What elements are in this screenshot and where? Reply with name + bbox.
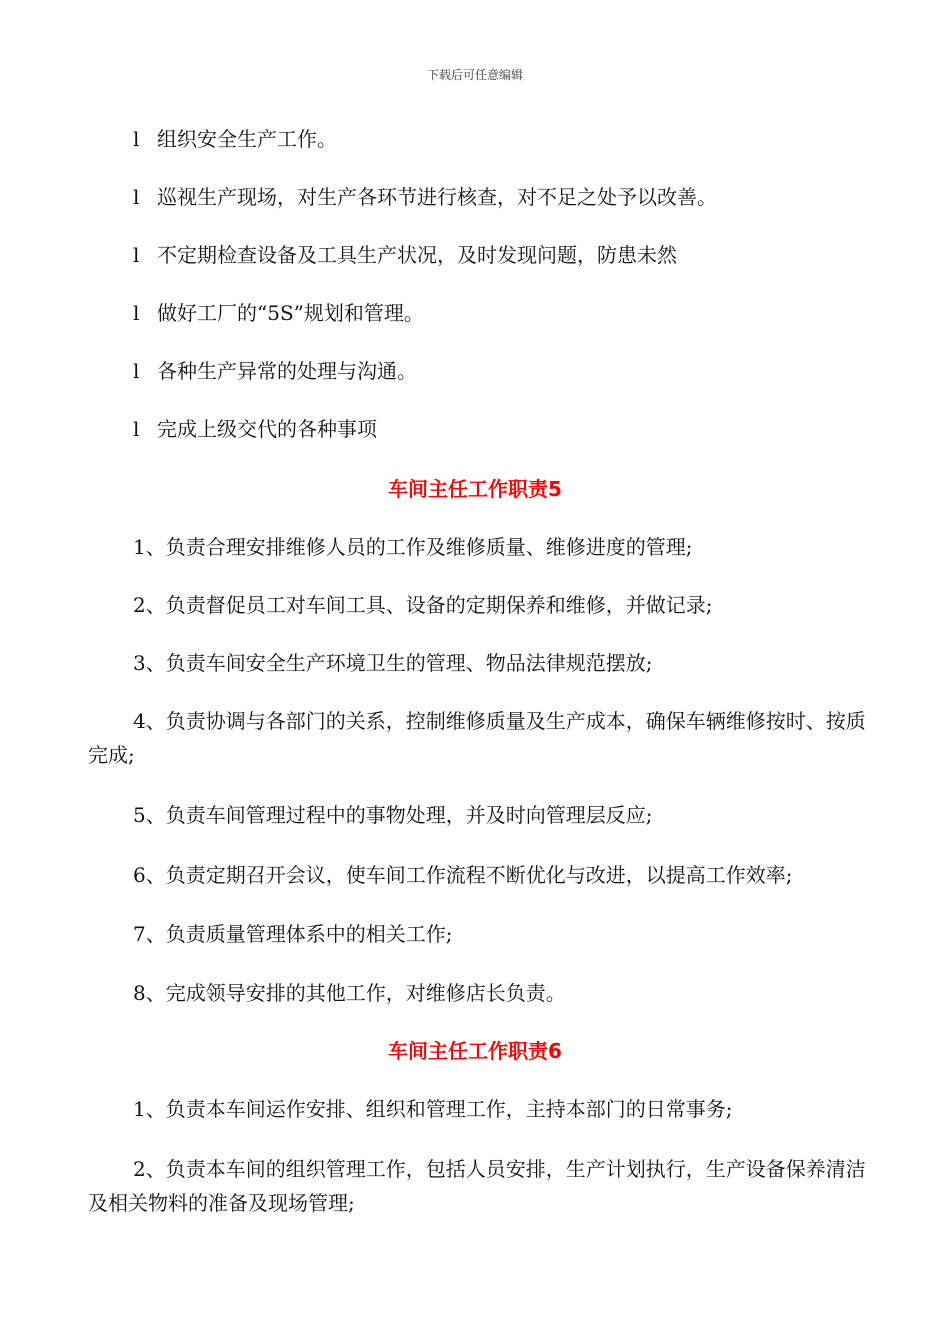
bullet-mark: l [133,359,140,383]
bullet-item [133,416,923,442]
duty-item: 3、负责车间安全生产环境卫生的管理、物品法律规范摆放; [133,651,653,675]
duty-item: 2、负责本车间的组织管理工作，包括人员安排，生产计划执行，生产设备保养清洁及相关物料的准备及现场管理; [88,1157,866,1215]
bullet-text: 各种生产异常的处理与沟通。 [157,359,417,383]
bullet-mark: l [133,185,140,209]
bullet-item [133,358,923,384]
duty-item: 4、负责协调与各部门的关系，控制维修质量及生产成本，确保车辆维修按时、按质完成; [88,709,866,767]
bullet-item [133,126,923,152]
bullet-mark: l [133,417,140,441]
bullet-item [133,300,923,326]
bullet-text: 完成上级交代的各种事项 [157,417,377,441]
bullet-mark: l [133,127,140,151]
duty-item: 7、负责质量管理体系中的相关工作; [133,922,453,946]
bullet-text: 不定期检查设备及工具生产状况，及时发现问题，防患未然 [157,243,677,267]
bullet-item [133,184,923,210]
section-heading-5: 车间主任工作职责5 [388,477,562,501]
duty-item: 8、完成领导安排的其他工作，对维修店长负责。 [133,981,566,1005]
duty-item: 1、负责合理安排维修人员的工作及维修质量、维修进度的管理; [133,535,693,559]
bullet-mark: l [133,301,140,325]
bullet-item [133,242,923,268]
duty-item: 5、负责车间管理过程中的事物处理，并及时向管理层反应; [133,803,653,827]
duty-item: 2、负责督促员工对车间工具、设备的定期保养和维修，并做记录; [133,593,713,617]
bullet-text: 组织安全生产工作。 [157,127,337,151]
bullet-text: 巡视生产现场，对生产各环节进行核查，对不足之处予以改善。 [157,185,717,209]
duty-item: 6、负责定期召开会议，使车间工作流程不断优化与改进，以提高工作效率; [133,863,793,887]
section-heading-6: 车间主任工作职责6 [388,1039,562,1063]
bullet-text: 做好工厂的“5S”规划和管理。 [157,301,424,325]
duty-item: 1、负责本车间运作安排、组织和管理工作，主持本部门的日常事务; [133,1097,733,1121]
bullet-mark: l [133,243,140,267]
download-note: 下载后可任意编辑 [426,68,523,82]
